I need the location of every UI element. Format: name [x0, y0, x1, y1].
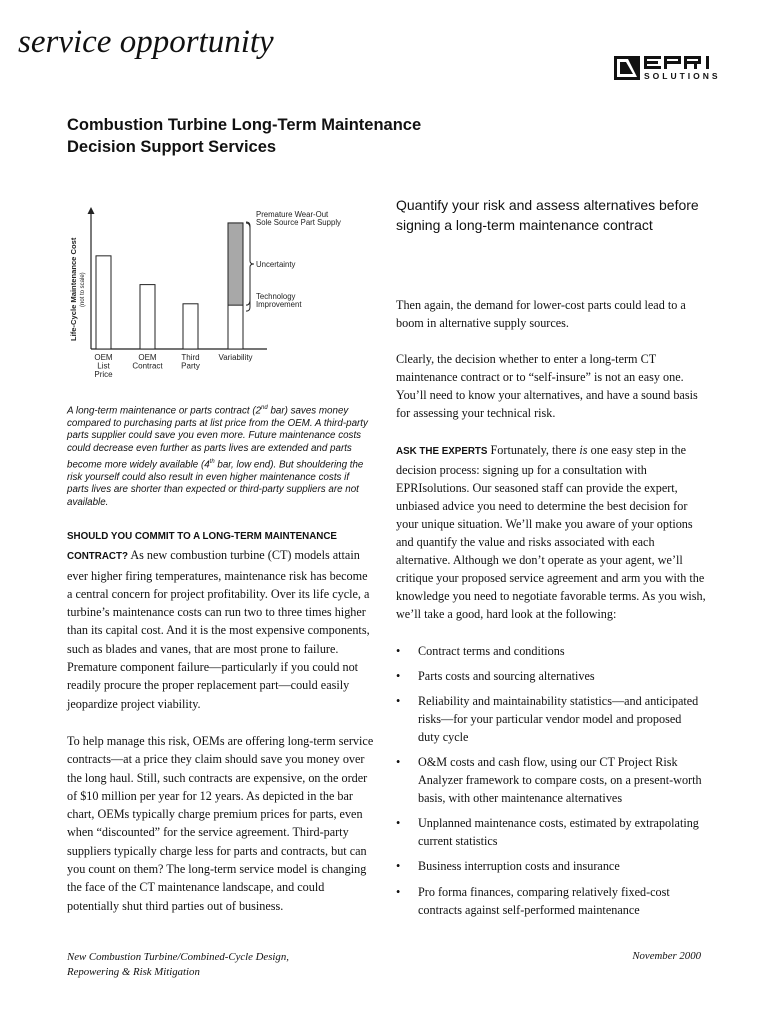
caption-sup-1: nd	[261, 405, 268, 411]
caption-part-3: bar, low end). But shouldering the risk yourself could also result in even higher maintenance costs if parts lives are shorter than expected or third-party suppliers are not available.	[67, 458, 364, 508]
bullet-item	[396, 857, 706, 875]
caption-sup-2: th	[209, 458, 215, 465]
x-tick-label: Third	[181, 353, 200, 362]
right-column	[396, 296, 706, 926]
x-tick-label: Party	[181, 361, 200, 371]
right-paragraph-3-b: one easy step in the decision process: signing up for a consultation with EPRIsolutions. Our seasoned staff can provide the expert, unbiased advice you need to determine the best decision for your unique situation. We’ll make you aware of your options and quantify the value and risks associated with each alternative. Although we don’t operate as your agent, we’ll critique your proposed service agreement and arm you with the knowledge you need to negotiate favorable terms. As you wish, we’ll take a good, hard look at the following:	[396, 442, 706, 622]
x-tick-label: Price	[94, 370, 113, 379]
x-tick-label: List	[97, 361, 110, 371]
bullet-item	[396, 814, 706, 850]
header-title: service opportunity	[18, 24, 274, 60]
bar	[183, 304, 198, 349]
bullet-dot-icon: •	[396, 884, 401, 899]
left-paragraph-2: To help manage this risk, OEMs are offering long-term service contracts—at a price they claim should save you money over the long haul. Still, such contracts are expensive, on the order of $10 million per year for 12 years. As depicted in the bar chart, OEMs typically charge premium prices for parts, even when “discounted” for the service agreement. Third-party suppliers typically charge less for parts and contracts, but can you count on them? The long-term service model is changing the face of the CT maintenance landscape, and could potentially shut third parties out of business.	[67, 733, 374, 913]
annotation-sole-source: Sole Source Part Supply	[256, 217, 341, 227]
right-paragraph-3-a: Fortunately, there	[487, 442, 580, 457]
annotation-technology: Technology	[256, 292, 296, 302]
bullet-item	[396, 642, 706, 660]
x-tick-label: OEM	[138, 353, 157, 362]
bullet-dot-icon: •	[396, 859, 401, 874]
bullet-dot-icon: •	[396, 693, 401, 708]
maintenance-cost-chart	[62, 196, 372, 386]
service-bullet-list	[396, 642, 706, 919]
x-tick-label: Variability	[218, 353, 253, 362]
variability-band	[228, 223, 243, 305]
bullet-item	[396, 692, 706, 746]
y-axis-arrow-icon	[88, 207, 95, 214]
main-heading-line-1: Combustion Turbine Long-Term Maintenance	[67, 116, 422, 134]
caption-part-2: bar) saves money compared to purchasing parts at list price from the OEM. A third-party parts supplier could save you even more. Future maintenance costs could decrease even further as parts lives are extended and parts become more widely available (4	[67, 405, 368, 470]
annotation-uncertainty: Uncertainty	[256, 260, 296, 270]
bullet-dot-icon: •	[396, 816, 401, 831]
logo-subtitle: SOLUTIONS	[644, 71, 721, 81]
x-tick-label: Contract	[132, 361, 163, 371]
bullet-text: Pro forma finances, comparing relatively fixed-cost contracts against self-performed maintenance	[418, 884, 670, 917]
bar	[140, 285, 155, 349]
bar	[96, 256, 111, 349]
main-heading-line-2: Decision Support Services	[67, 138, 277, 156]
annotation-improvement: Improvement	[256, 300, 302, 310]
right-runin-heading: ASK THE EXPERTS	[396, 445, 488, 457]
chart-caption	[67, 402, 373, 509]
bullet-item	[396, 753, 706, 807]
bullet-text: Unplanned maintenance costs, estimated by extrapolating current statistics	[418, 816, 699, 849]
bullet-text: O&M costs and cash flow, using our CT Project Risk Analyzer framework to compare costs, on a present-worth basis, with other maintenance alternatives	[418, 754, 702, 806]
y-axis-label: Life-Cycle Maintenance Cost	[69, 237, 78, 341]
footer-date: November 2000	[632, 950, 701, 962]
right-paragraph-3	[396, 441, 706, 624]
uncertainty-brace	[246, 223, 254, 305]
bullet-item	[396, 883, 706, 919]
right-paragraph-1: Then again, the demand for lower-cost parts could lead to a boom in alternative supply sources.	[396, 298, 686, 331]
y-axis-sublabel: (not to scale)	[80, 272, 86, 307]
right-paragraph-2: Clearly, the decision whether to enter a long-term CT maintenance contract or to “self-insure” is not an easy one. You’ll need to know your alternatives, and have a sound basis for assessing your technical risk.	[396, 352, 698, 421]
bullet-text: Business interruption costs and insurance	[418, 859, 620, 874]
footer-left	[67, 950, 289, 979]
left-runin-heading: SHOULD YOU COMMIT TO A LONG-TERM MAINTENANCE CONTRACT?	[67, 531, 337, 563]
right-paragraph-3-emphasis: is	[579, 442, 588, 457]
bullet-dot-icon: •	[396, 643, 401, 658]
left-paragraph-1-text: As new combustion turbine (CT) models attain ever higher firing temperatures, maintenance risk has become a central concern for project profitability. Over its life cycle, a turbine’s maintenance costs can run two to three times higher than its capital cost. And it is the most expensive components, such as blades and vanes, that are most prone to failure. Premature component failure—particularly if you could not readily procure the proper replacement part—could easily jeopardize project viability.	[67, 548, 370, 711]
epri-logo	[614, 50, 724, 84]
bullet-text: Parts costs and sourcing alternatives	[418, 668, 595, 683]
annotation-premature-wear-out: Premature Wear-Out	[256, 209, 329, 219]
pull-quote: Quantify your risk and assess alternatives before signing a long-term maintenance contract	[396, 197, 699, 233]
bullet-item	[396, 667, 706, 685]
footer-left-line-2: Repowering & Risk Mitigation	[67, 965, 200, 978]
left-column	[67, 526, 374, 934]
bullet-dot-icon: •	[396, 754, 401, 769]
caption-part-1: A long-term maintenance or parts contract (2	[67, 405, 262, 417]
x-tick-label: OEM	[94, 353, 113, 362]
left-paragraph-1	[67, 526, 374, 713]
footer-left-line-1: New Combustion Turbine/Combined-Cycle Design,	[67, 951, 289, 963]
bullet-dot-icon: •	[396, 668, 401, 683]
main-heading	[67, 114, 507, 158]
bullet-text: Contract terms and conditions	[418, 643, 565, 658]
bullet-text: Reliability and maintainability statistics—and anticipated risks—for your particular vendor model and proposed duty cycle	[418, 693, 699, 744]
